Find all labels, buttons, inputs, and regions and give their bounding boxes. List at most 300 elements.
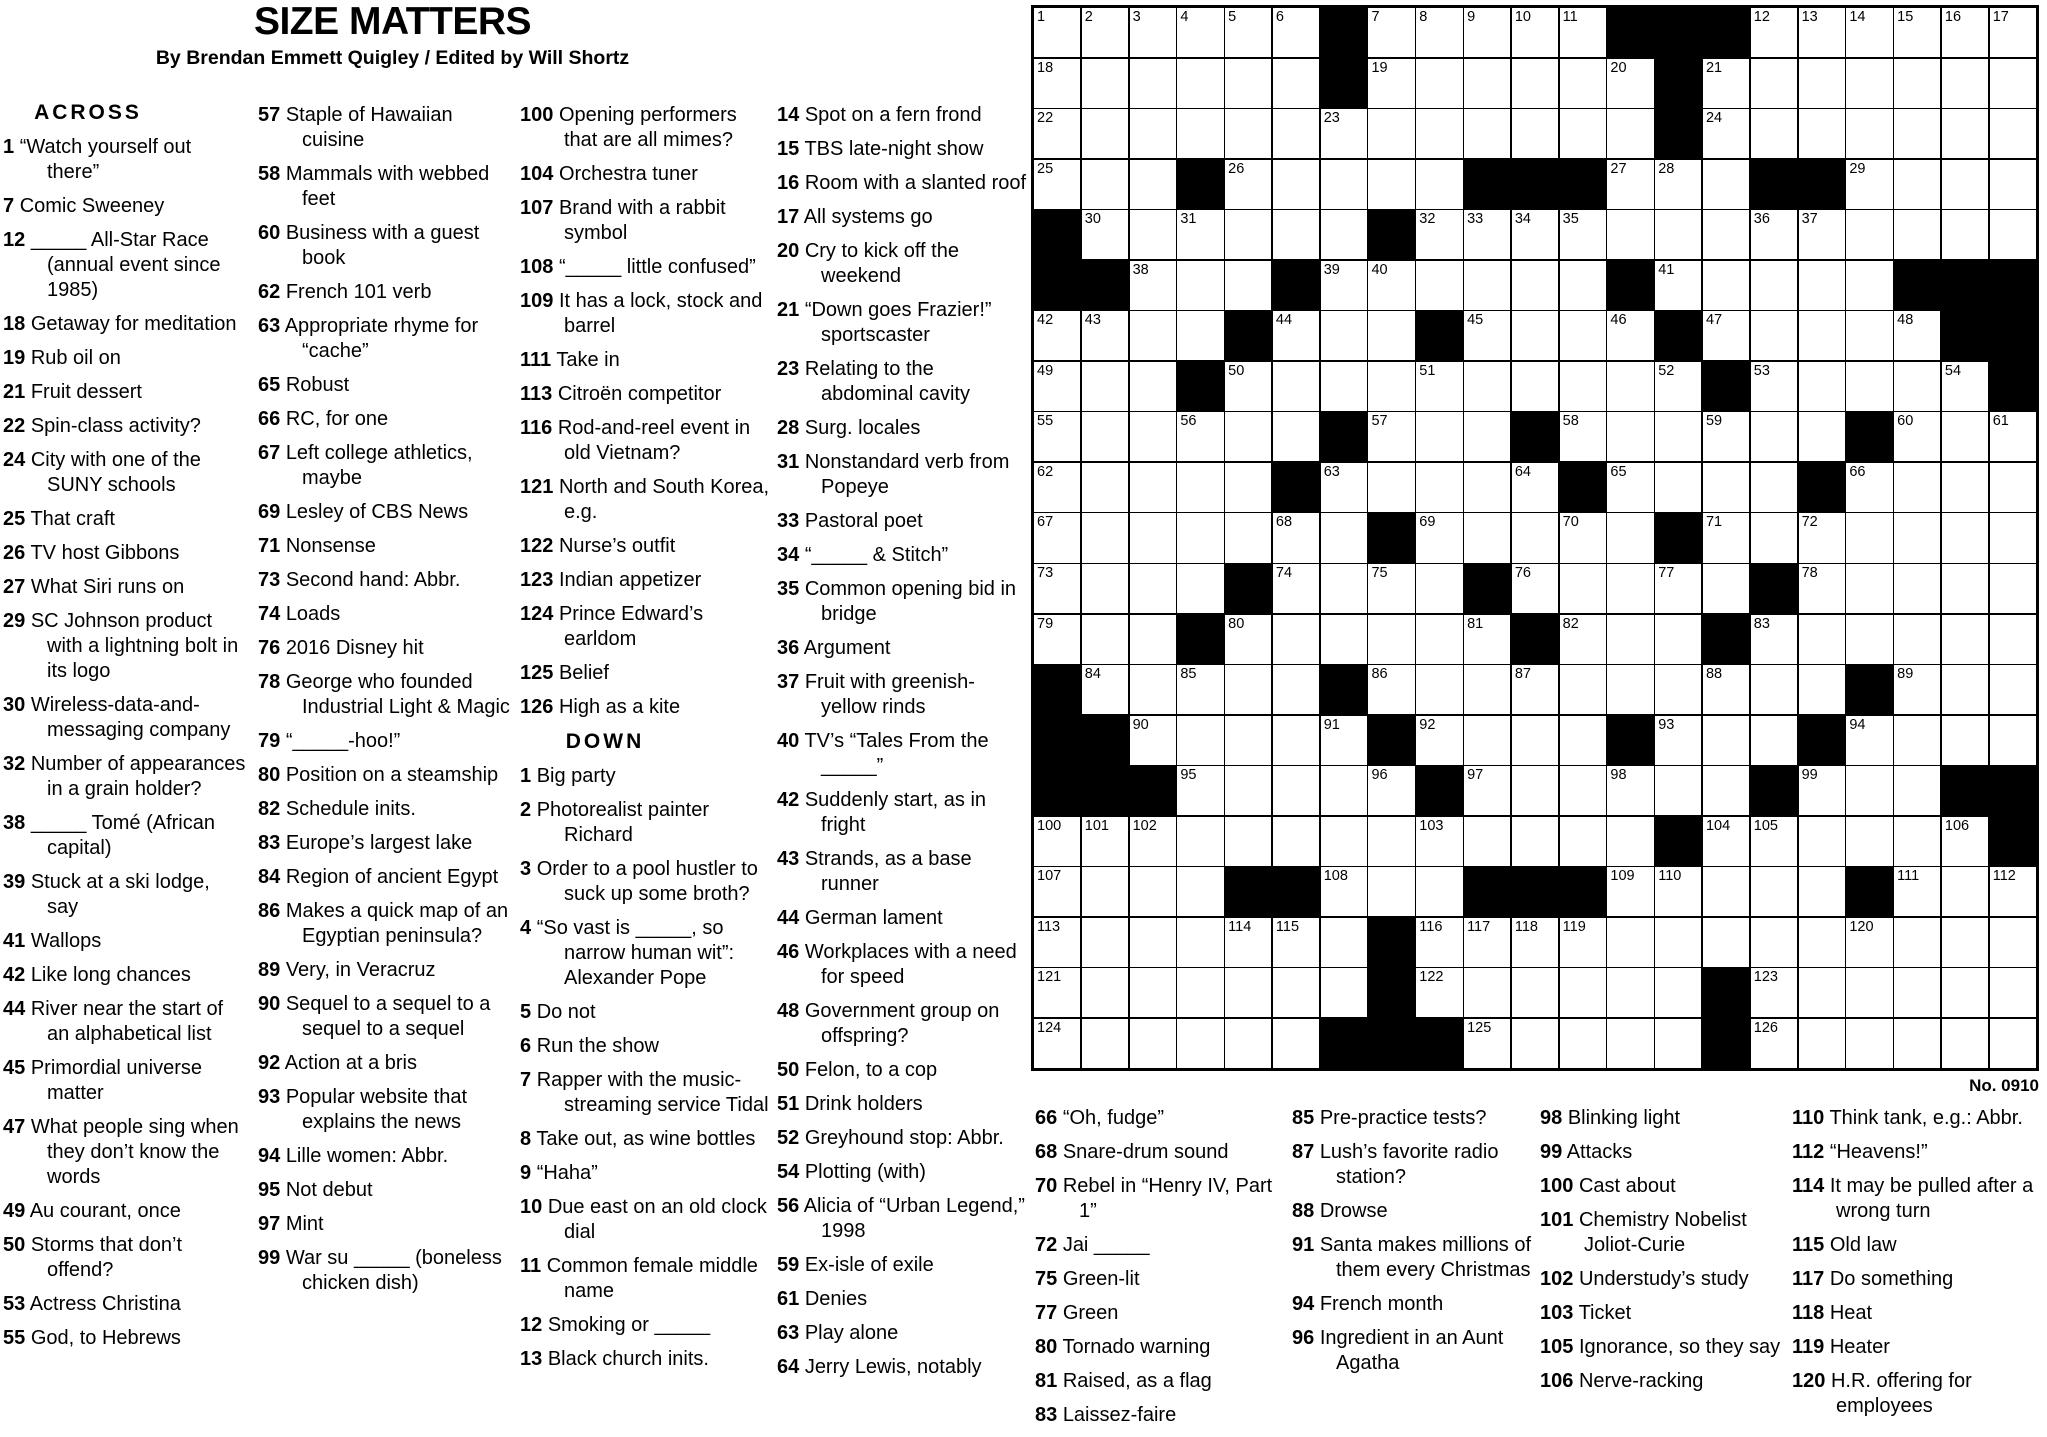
grid-cell[interactable] [1703, 59, 1749, 108]
grid-cell[interactable] [1273, 210, 1319, 259]
grid-cell[interactable] [1082, 564, 1128, 613]
grid-cell[interactable] [1942, 210, 1988, 259]
grid-cell[interactable] [1034, 1019, 1080, 1068]
grid-cell[interactable] [1130, 362, 1176, 411]
grid-cell[interactable] [1368, 362, 1414, 411]
grid-cell[interactable] [1560, 615, 1606, 664]
grid-cell[interactable] [1464, 362, 1510, 411]
grid-cell[interactable] [1130, 615, 1176, 664]
grid-cell[interactable] [1225, 918, 1271, 967]
grid-cell[interactable] [1225, 109, 1271, 158]
grid-cell[interactable] [1560, 59, 1606, 108]
grid-cell[interactable] [1177, 918, 1223, 967]
grid-cell[interactable] [1751, 59, 1797, 108]
grid-cell[interactable] [1130, 261, 1176, 310]
grid-cell[interactable] [1082, 160, 1128, 209]
grid-cell[interactable] [1464, 210, 1510, 259]
grid-cell[interactable] [1799, 1019, 1845, 1068]
grid-cell[interactable] [1894, 412, 1940, 461]
grid-cell[interactable] [1225, 817, 1271, 866]
grid-cell[interactable] [1560, 766, 1606, 815]
grid-cell[interactable] [1416, 918, 1462, 967]
grid-cell[interactable] [1034, 918, 1080, 967]
grid-cell[interactable] [1703, 766, 1749, 815]
grid-cell[interactable] [1273, 968, 1319, 1017]
grid-cell[interactable] [1942, 665, 1988, 714]
grid-cell[interactable] [1560, 665, 1606, 714]
grid-cell[interactable] [1273, 8, 1319, 57]
grid-cell[interactable] [1655, 1019, 1701, 1068]
grid-cell[interactable] [1130, 564, 1176, 613]
grid-cell[interactable] [1751, 615, 1797, 664]
grid-cell[interactable] [1464, 766, 1510, 815]
grid-cell[interactable] [1942, 412, 1988, 461]
grid-cell[interactable] [1655, 615, 1701, 664]
grid-cell[interactable] [1082, 918, 1128, 967]
grid-cell[interactable] [1560, 564, 1606, 613]
grid-cell[interactable] [1894, 867, 1940, 916]
grid-cell[interactable] [1942, 564, 1988, 613]
grid-cell[interactable] [1177, 8, 1223, 57]
grid-cell[interactable] [1560, 968, 1606, 1017]
grid-cell[interactable] [1990, 109, 2036, 158]
grid-cell[interactable] [1990, 968, 2036, 1017]
grid-cell[interactable] [1799, 513, 1845, 562]
grid-cell[interactable] [1512, 766, 1558, 815]
grid-cell[interactable] [1894, 8, 1940, 57]
grid-cell[interactable] [1512, 1019, 1558, 1068]
grid-cell[interactable] [1942, 918, 1988, 967]
grid-cell[interactable] [1990, 1019, 2036, 1068]
grid-cell[interactable] [1942, 59, 1988, 108]
grid-cell[interactable] [1607, 210, 1653, 259]
grid-cell[interactable] [1990, 716, 2036, 765]
grid-cell[interactable] [1703, 311, 1749, 360]
grid-cell[interactable] [1273, 665, 1319, 714]
grid-cell[interactable] [1321, 766, 1367, 815]
grid-cell[interactable] [1990, 412, 2036, 461]
grid-cell[interactable] [1512, 716, 1558, 765]
grid-cell[interactable] [1846, 59, 1892, 108]
grid-cell[interactable] [1894, 665, 1940, 714]
grid-cell[interactable] [1464, 109, 1510, 158]
grid-cell[interactable] [1368, 311, 1414, 360]
grid-cell[interactable] [1512, 564, 1558, 613]
grid-cell[interactable] [1655, 867, 1701, 916]
grid-cell[interactable] [1368, 109, 1414, 158]
grid-cell[interactable] [1177, 665, 1223, 714]
grid-cell[interactable] [1751, 463, 1797, 512]
grid-cell[interactable] [1894, 109, 1940, 158]
grid-cell[interactable] [1560, 412, 1606, 461]
grid-cell[interactable] [1368, 615, 1414, 664]
grid-cell[interactable] [1130, 8, 1176, 57]
grid-cell[interactable] [1703, 665, 1749, 714]
grid-cell[interactable] [1130, 513, 1176, 562]
grid-cell[interactable] [1177, 412, 1223, 461]
grid-cell[interactable] [1177, 311, 1223, 360]
grid-cell[interactable] [1751, 8, 1797, 57]
grid-cell[interactable] [1799, 261, 1845, 310]
grid-cell[interactable] [1273, 564, 1319, 613]
grid-cell[interactable] [1894, 362, 1940, 411]
grid-cell[interactable] [1273, 109, 1319, 158]
grid-cell[interactable] [1321, 463, 1367, 512]
grid-cell[interactable] [1177, 261, 1223, 310]
grid-cell[interactable] [1607, 412, 1653, 461]
grid-cell[interactable] [1990, 918, 2036, 967]
grid-cell[interactable] [1130, 109, 1176, 158]
grid-cell[interactable] [1799, 615, 1845, 664]
grid-cell[interactable] [1416, 109, 1462, 158]
grid-cell[interactable] [1321, 817, 1367, 866]
grid-cell[interactable] [1225, 59, 1271, 108]
grid-cell[interactable] [1416, 412, 1462, 461]
grid-cell[interactable] [1177, 1019, 1223, 1068]
grid-cell[interactable] [1082, 412, 1128, 461]
grid-cell[interactable] [1321, 261, 1367, 310]
grid-cell[interactable] [1368, 261, 1414, 310]
grid-cell[interactable] [1416, 59, 1462, 108]
grid-cell[interactable] [1942, 968, 1988, 1017]
grid-cell[interactable] [1607, 665, 1653, 714]
grid-cell[interactable] [1607, 1019, 1653, 1068]
grid-cell[interactable] [1846, 564, 1892, 613]
grid-cell[interactable] [1130, 311, 1176, 360]
grid-cell[interactable] [1942, 615, 1988, 664]
grid-cell[interactable] [1512, 311, 1558, 360]
grid-cell[interactable] [1560, 8, 1606, 57]
grid-cell[interactable] [1607, 362, 1653, 411]
grid-cell[interactable] [1034, 362, 1080, 411]
grid-cell[interactable] [1464, 615, 1510, 664]
grid-cell[interactable] [1034, 160, 1080, 209]
grid-cell[interactable] [1034, 8, 1080, 57]
grid-cell[interactable] [1321, 867, 1367, 916]
grid-cell[interactable] [1034, 968, 1080, 1017]
grid-cell[interactable] [1846, 160, 1892, 209]
grid-cell[interactable] [1655, 918, 1701, 967]
grid-cell[interactable] [1990, 210, 2036, 259]
grid-cell[interactable] [1273, 1019, 1319, 1068]
grid-cell[interactable] [1846, 463, 1892, 512]
grid-cell[interactable] [1990, 867, 2036, 916]
grid-cell[interactable] [1799, 564, 1845, 613]
grid-cell[interactable] [1751, 109, 1797, 158]
grid-cell[interactable] [1703, 261, 1749, 310]
grid-cell[interactable] [1560, 362, 1606, 411]
grid-cell[interactable] [1416, 210, 1462, 259]
grid-cell[interactable] [1464, 412, 1510, 461]
grid-cell[interactable] [1655, 564, 1701, 613]
grid-cell[interactable] [1368, 867, 1414, 916]
grid-cell[interactable] [1130, 665, 1176, 714]
grid-cell[interactable] [1512, 817, 1558, 866]
grid-cell[interactable] [1082, 210, 1128, 259]
grid-cell[interactable] [1846, 766, 1892, 815]
grid-cell[interactable] [1512, 261, 1558, 310]
grid-cell[interactable] [1607, 817, 1653, 866]
grid-cell[interactable] [1082, 1019, 1128, 1068]
grid-cell[interactable] [1846, 968, 1892, 1017]
grid-cell[interactable] [1082, 8, 1128, 57]
grid-cell[interactable] [1894, 513, 1940, 562]
grid-cell[interactable] [1751, 867, 1797, 916]
grid-cell[interactable] [1130, 867, 1176, 916]
grid-cell[interactable] [1464, 665, 1510, 714]
grid-cell[interactable] [1225, 716, 1271, 765]
grid-cell[interactable] [1560, 1019, 1606, 1068]
grid-cell[interactable] [1130, 918, 1176, 967]
grid-cell[interactable] [1990, 564, 2036, 613]
grid-cell[interactable] [1321, 968, 1367, 1017]
grid-cell[interactable] [1607, 918, 1653, 967]
grid-cell[interactable] [1512, 109, 1558, 158]
grid-cell[interactable] [1130, 463, 1176, 512]
grid-cell[interactable] [1607, 766, 1653, 815]
grid-cell[interactable] [1703, 817, 1749, 866]
grid-cell[interactable] [1942, 463, 1988, 512]
grid-cell[interactable] [1942, 109, 1988, 158]
grid-cell[interactable] [1894, 716, 1940, 765]
grid-cell[interactable] [1655, 766, 1701, 815]
grid-cell[interactable] [1321, 311, 1367, 360]
grid-cell[interactable] [1751, 311, 1797, 360]
grid-cell[interactable] [1177, 867, 1223, 916]
grid-cell[interactable] [1607, 968, 1653, 1017]
grid-cell[interactable] [1273, 918, 1319, 967]
grid-cell[interactable] [1703, 463, 1749, 512]
grid-cell[interactable] [1416, 160, 1462, 209]
grid-cell[interactable] [1894, 615, 1940, 664]
grid-cell[interactable] [1416, 615, 1462, 664]
grid-cell[interactable] [1273, 615, 1319, 664]
grid-cell[interactable] [1321, 918, 1367, 967]
grid-cell[interactable] [1130, 412, 1176, 461]
grid-cell[interactable] [1225, 8, 1271, 57]
grid-cell[interactable] [1894, 918, 1940, 967]
grid-cell[interactable] [1894, 463, 1940, 512]
grid-cell[interactable] [1034, 867, 1080, 916]
grid-cell[interactable] [1368, 766, 1414, 815]
grid-cell[interactable] [1368, 564, 1414, 613]
grid-cell[interactable] [1512, 8, 1558, 57]
grid-cell[interactable] [1416, 362, 1462, 411]
grid-cell[interactable] [1655, 716, 1701, 765]
grid-cell[interactable] [1321, 716, 1367, 765]
grid-cell[interactable] [1130, 817, 1176, 866]
grid-cell[interactable] [1416, 463, 1462, 512]
grid-cell[interactable] [1225, 210, 1271, 259]
grid-cell[interactable] [1846, 817, 1892, 866]
grid-cell[interactable] [1751, 968, 1797, 1017]
grid-cell[interactable] [1942, 513, 1988, 562]
grid-cell[interactable] [1225, 1019, 1271, 1068]
grid-cell[interactable] [1751, 513, 1797, 562]
grid-cell[interactable] [1225, 412, 1271, 461]
grid-cell[interactable] [1034, 513, 1080, 562]
grid-cell[interactable] [1416, 564, 1462, 613]
grid-cell[interactable] [1273, 716, 1319, 765]
grid-cell[interactable] [1082, 463, 1128, 512]
grid-cell[interactable] [1321, 615, 1367, 664]
grid-cell[interactable] [1034, 615, 1080, 664]
grid-cell[interactable] [1655, 463, 1701, 512]
grid-cell[interactable] [1082, 59, 1128, 108]
grid-cell[interactable] [1607, 109, 1653, 158]
grid-cell[interactable] [1464, 918, 1510, 967]
grid-cell[interactable] [1225, 615, 1271, 664]
grid-cell[interactable] [1464, 968, 1510, 1017]
grid-cell[interactable] [1368, 817, 1414, 866]
grid-cell[interactable] [1703, 918, 1749, 967]
grid-cell[interactable] [1655, 362, 1701, 411]
grid-cell[interactable] [1799, 210, 1845, 259]
grid-cell[interactable] [1751, 412, 1797, 461]
grid-cell[interactable] [1703, 109, 1749, 158]
grid-cell[interactable] [1368, 463, 1414, 512]
grid-cell[interactable] [1751, 210, 1797, 259]
grid-cell[interactable] [1034, 463, 1080, 512]
grid-cell[interactable] [1130, 968, 1176, 1017]
grid-cell[interactable] [1560, 261, 1606, 310]
grid-cell[interactable] [1799, 918, 1845, 967]
grid-cell[interactable] [1607, 463, 1653, 512]
grid-cell[interactable] [1990, 665, 2036, 714]
grid-cell[interactable] [1273, 513, 1319, 562]
grid-cell[interactable] [1703, 564, 1749, 613]
grid-cell[interactable] [1177, 109, 1223, 158]
grid-cell[interactable] [1655, 412, 1701, 461]
grid-cell[interactable] [1846, 311, 1892, 360]
grid-cell[interactable] [1846, 716, 1892, 765]
grid-cell[interactable] [1416, 968, 1462, 1017]
grid-cell[interactable] [1751, 716, 1797, 765]
grid-cell[interactable] [1082, 867, 1128, 916]
grid-cell[interactable] [1464, 59, 1510, 108]
grid-cell[interactable] [1894, 160, 1940, 209]
grid-cell[interactable] [1225, 665, 1271, 714]
grid-cell[interactable] [1894, 766, 1940, 815]
grid-cell[interactable] [1225, 513, 1271, 562]
grid-cell[interactable] [1512, 513, 1558, 562]
grid-cell[interactable] [1130, 716, 1176, 765]
grid-cell[interactable] [1894, 564, 1940, 613]
grid-cell[interactable] [1464, 463, 1510, 512]
grid-cell[interactable] [1321, 210, 1367, 259]
grid-cell[interactable] [1799, 311, 1845, 360]
grid-cell[interactable] [1225, 463, 1271, 512]
grid-cell[interactable] [1894, 968, 1940, 1017]
grid-cell[interactable] [1942, 817, 1988, 866]
grid-cell[interactable] [1512, 210, 1558, 259]
grid-cell[interactable] [1416, 665, 1462, 714]
grid-cell[interactable] [1130, 160, 1176, 209]
grid-cell[interactable] [1751, 817, 1797, 866]
grid-cell[interactable] [1990, 59, 2036, 108]
grid-cell[interactable] [1560, 109, 1606, 158]
grid-cell[interactable] [1464, 1019, 1510, 1068]
grid-cell[interactable] [1655, 261, 1701, 310]
grid-cell[interactable] [1464, 817, 1510, 866]
grid-cell[interactable] [1942, 716, 1988, 765]
grid-cell[interactable] [1607, 615, 1653, 664]
grid-cell[interactable] [1942, 8, 1988, 57]
grid-cell[interactable] [1034, 817, 1080, 866]
grid-cell[interactable] [1846, 261, 1892, 310]
grid-cell[interactable] [1273, 817, 1319, 866]
grid-cell[interactable] [1894, 59, 1940, 108]
grid-cell[interactable] [1846, 1019, 1892, 1068]
grid-cell[interactable] [1177, 59, 1223, 108]
grid-cell[interactable] [1082, 513, 1128, 562]
grid-cell[interactable] [1990, 160, 2036, 209]
grid-cell[interactable] [1273, 311, 1319, 360]
grid-cell[interactable] [1942, 362, 1988, 411]
grid-cell[interactable] [1607, 513, 1653, 562]
grid-cell[interactable] [1273, 412, 1319, 461]
grid-cell[interactable] [1273, 160, 1319, 209]
grid-cell[interactable] [1177, 817, 1223, 866]
grid-cell[interactable] [1416, 8, 1462, 57]
grid-cell[interactable] [1416, 513, 1462, 562]
grid-cell[interactable] [1751, 362, 1797, 411]
grid-cell[interactable] [1799, 362, 1845, 411]
grid-cell[interactable] [1655, 968, 1701, 1017]
grid-cell[interactable] [1703, 716, 1749, 765]
grid-cell[interactable] [1082, 311, 1128, 360]
grid-cell[interactable] [1607, 59, 1653, 108]
grid-cell[interactable] [1655, 210, 1701, 259]
grid-cell[interactable] [1034, 311, 1080, 360]
grid-cell[interactable] [1894, 817, 1940, 866]
grid-cell[interactable] [1894, 311, 1940, 360]
grid-cell[interactable] [1846, 513, 1892, 562]
grid-cell[interactable] [1321, 362, 1367, 411]
grid-cell[interactable] [1942, 160, 1988, 209]
grid-cell[interactable] [1512, 918, 1558, 967]
grid-cell[interactable] [1368, 59, 1414, 108]
grid-cell[interactable] [1512, 665, 1558, 714]
grid-cell[interactable] [1082, 615, 1128, 664]
grid-cell[interactable] [1560, 513, 1606, 562]
grid-cell[interactable] [1894, 1019, 1940, 1068]
grid-cell[interactable] [1751, 665, 1797, 714]
grid-cell[interactable] [1703, 160, 1749, 209]
grid-cell[interactable] [1560, 918, 1606, 967]
grid-cell[interactable] [1703, 210, 1749, 259]
grid-cell[interactable] [1560, 817, 1606, 866]
grid-cell[interactable] [1225, 160, 1271, 209]
grid-cell[interactable] [1799, 59, 1845, 108]
grid-cell[interactable] [1512, 59, 1558, 108]
grid-cell[interactable] [1034, 564, 1080, 613]
grid-cell[interactable] [1464, 261, 1510, 310]
grid-cell[interactable] [1464, 311, 1510, 360]
grid-cell[interactable] [1273, 766, 1319, 815]
grid-cell[interactable] [1799, 968, 1845, 1017]
grid-cell[interactable] [1799, 8, 1845, 57]
grid-cell[interactable] [1464, 513, 1510, 562]
grid-cell[interactable] [1512, 968, 1558, 1017]
grid-cell[interactable] [1082, 665, 1128, 714]
grid-cell[interactable] [1034, 412, 1080, 461]
grid-cell[interactable] [1416, 716, 1462, 765]
grid-cell[interactable] [1464, 8, 1510, 57]
grid-cell[interactable] [1273, 59, 1319, 108]
grid-cell[interactable] [1655, 160, 1701, 209]
grid-cell[interactable] [1846, 210, 1892, 259]
